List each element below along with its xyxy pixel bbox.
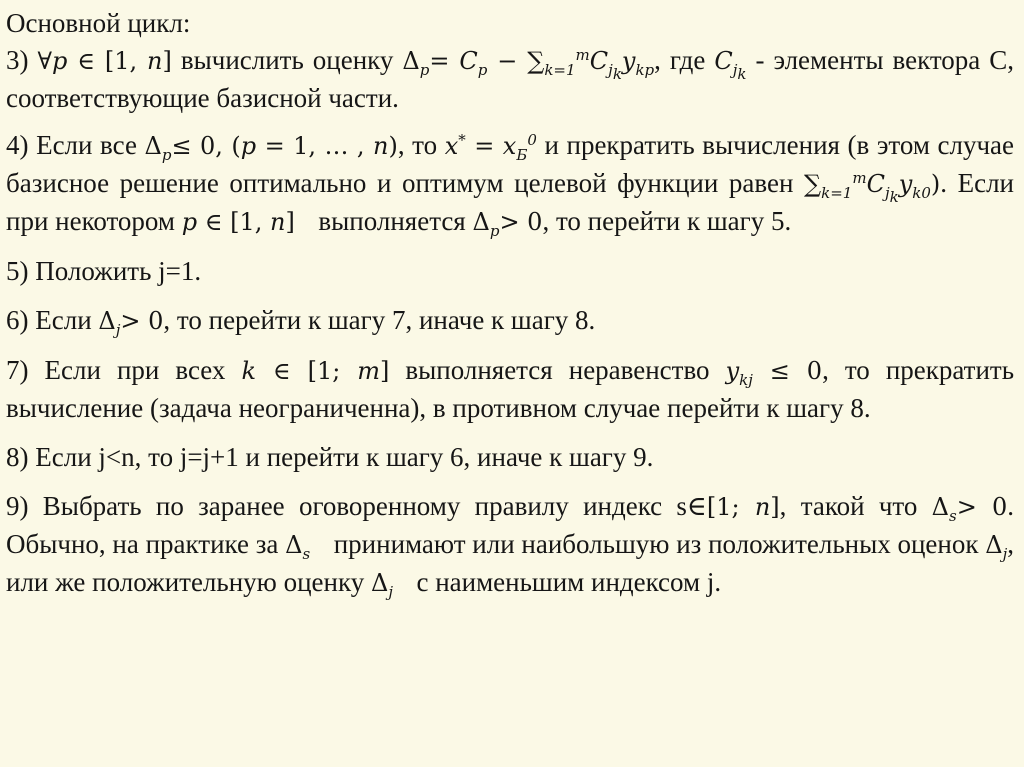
step-3-text-1: вычислить оценку [180,45,394,75]
step-9-number: 9) [6,491,29,521]
step-4-text-3: и прекратить вычисления (в этом случае базисное решение оптимально и оптимум целевой функции равен [6,130,1014,198]
step-9-text-6: с наименьшим индексом j. [416,567,722,597]
step-6-text-1: Если [35,305,92,335]
step-9-text-1: Выбрать по заранее оговоренному правилу индекс s∈ [42,491,707,521]
step-9-text-2: , такой что [779,491,918,521]
step-3-text-3: - элементы вектора С, соответствующие базисной части. [6,45,1015,113]
step-7-text-3: , то прекратить вычисление (задача неограниченна), в противном случае перейти к шагу 8. [6,355,1015,423]
formula-delta-p: $\Delta_p= C_p - \sum_{k=1}^mC_{j_k}y_{kp}$ [402,46,655,83]
step-9 [6,488,1014,602]
step-4-text-5: выполняется [318,206,466,236]
formula-ykj-nonpositive: $y_{kj} \le 0$ [725,357,823,389]
step-4-text-2: , то [397,130,438,160]
formula-delta-j: $\Delta_j$ [985,531,1008,563]
step-9-text-4: принимают или наибольшую из положительных оценок [333,529,979,559]
step-6-number: 6) [6,305,29,335]
step-4-text-4: . Если при некотором [6,168,1015,236]
formula-objective-sum: $\sum_{k=1}^mC_{j_k}y_{k0}$) [804,169,941,206]
formula-s-range: [1; n] [706,493,780,521]
step-4 [6,127,1014,241]
formula-c-jk: $C_{j_k}$ [714,47,747,83]
formula-k-in-range: k ∈ [1; m] [241,357,390,385]
step-3 [6,42,1014,117]
step-7-text-1: Если при всех [44,355,226,385]
formula-range-p: ∀p ∈ [1, n] [37,47,172,75]
step-9-text-3: . Обычно, на практике за [6,491,1014,559]
formula-all-delta-nonpositive: $\Delta_p\le 0$, (p = 1, … , n) [144,132,398,164]
formula-delta-s: $\Delta_s$ [285,531,311,563]
step-3-text-2: , где [654,45,706,75]
step-7-number: 7) [6,355,29,385]
formula-delta-j-positive: $\Delta_j> 0$ [98,307,164,339]
step-8: 8) Если j<n, то j=j+1 и перейти к шагу 6, иначе к шагу 9. [6,442,654,472]
formula-delta-j-2: $\Delta_j$ [370,569,393,601]
step-7 [6,352,1014,427]
formula-x-optimal: $x^* = x_Б^0$ [444,131,537,164]
step-5: 5) Положить j=1. [6,256,202,286]
step-4-text-6: , то перейти к шагу 5. [542,206,792,236]
step-4-text-1: Если все [36,130,137,160]
step-9-text-5: , или же положительную оценку [6,529,1014,597]
step-4-number: 4) [6,130,29,160]
formula-delta-positive: $\Delta_p> 0$ [472,208,543,240]
formula-delta-s-positive: $\Delta_s> 0$ [931,493,1008,525]
step-7-text-2: выполняется неравенство [405,355,710,385]
step-6 [6,302,1014,340]
step-3-number: 3) [6,45,29,75]
step-6-text-2: , то перейти к шагу 7, иначе к шагу 8. [163,305,596,335]
section-heading: Основной цикл: [6,8,191,38]
formula-p-in-range: p ∈ [1, n] [181,208,295,236]
